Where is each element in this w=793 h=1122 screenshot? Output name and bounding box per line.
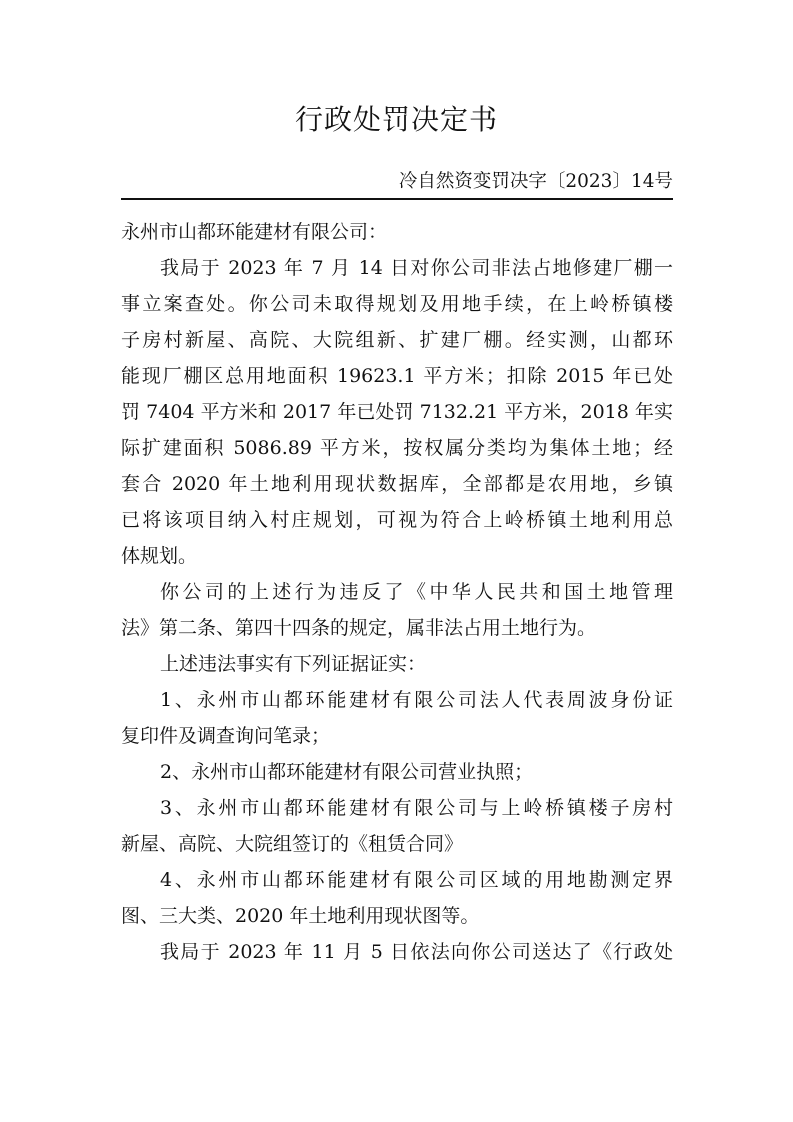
paragraph-line: 事立案查处。你公司未取得规划及用地手续，在上岭桥镇楼 — [121, 293, 673, 315]
paragraph-line: 已将该项目纳入村庄规划，可视为符合上岭桥镇土地利用总 — [121, 509, 673, 531]
document-body — [121, 214, 673, 970]
evidence-item-1 — [121, 682, 673, 754]
paragraph-line: 图、三大类、2020 年土地利用现状图等。 — [121, 905, 480, 927]
paragraph-line: 体规划。 — [121, 545, 198, 567]
paragraph-line: 能现厂棚区总用地面积 19623.1 平方米；扣除 2015 年已处 — [121, 365, 673, 387]
paragraph-line: 我局于 2023 年 7 月 14 日对你公司非法占地修建厂棚一 — [160, 257, 673, 279]
paragraph-line: 复印件及调查询问笔录； — [121, 725, 331, 747]
paragraph-line: 1、永州市山都环能建材有限公司法人代表周波身份证 — [160, 689, 673, 711]
header-divider — [121, 198, 673, 200]
paragraph-notice — [121, 934, 673, 970]
paragraph-line: 3、永州市山都环能建材有限公司与上岭桥镇楼子房村 — [160, 797, 673, 819]
evidence-item-2 — [121, 754, 673, 790]
document-title: 行政处罚决定书 — [294, 103, 498, 136]
addressee: 永州市山都环能建材有限公司： — [121, 221, 388, 243]
paragraph-violation — [121, 574, 673, 646]
paragraph-line: 你公司的上述行为违反了《中华人民共和国土地管理 — [160, 581, 673, 603]
paragraph-line: 新屋、高院、大院组签订的《租赁合同》 — [121, 833, 464, 855]
document-number: 冷自然资变罚决字〔2023〕14号 — [398, 171, 673, 192]
paragraph-line: 我局于 2023 年 11 月 5 日依法向你公司送达了《行政处 — [160, 941, 673, 963]
paragraph-line: 罚 7404 平方米和 2017 年已处罚 7132.21 平方米，2018 年实 — [121, 401, 673, 423]
paragraph-line: 子房村新屋、高院、大院组新、扩建厂棚。经实测，山都环 — [121, 329, 673, 351]
evidence-item-3 — [121, 790, 673, 862]
paragraph-line: 法》第二条、第四十四条的规定，属非法占用土地行为。 — [121, 617, 597, 639]
evidence-item-4 — [121, 862, 673, 934]
paragraph-evidence-intro — [121, 646, 673, 682]
paragraph-facts — [121, 250, 673, 574]
paragraph-line: 套合 2020 年土地利用现状数据库，全部都是农用地，乡镇 — [121, 473, 673, 495]
paragraph-line: 2、永州市山都环能建材有限公司营业执照； — [160, 761, 534, 783]
paragraph-line: 4、永州市山都环能建材有限公司区域的用地勘测定界 — [160, 869, 673, 891]
paragraph-line: 上述违法事实有下列证据证实： — [160, 653, 427, 675]
paragraph-line: 际扩建面积 5086.89 平方米，按权属分类均为集体土地；经 — [121, 437, 673, 459]
